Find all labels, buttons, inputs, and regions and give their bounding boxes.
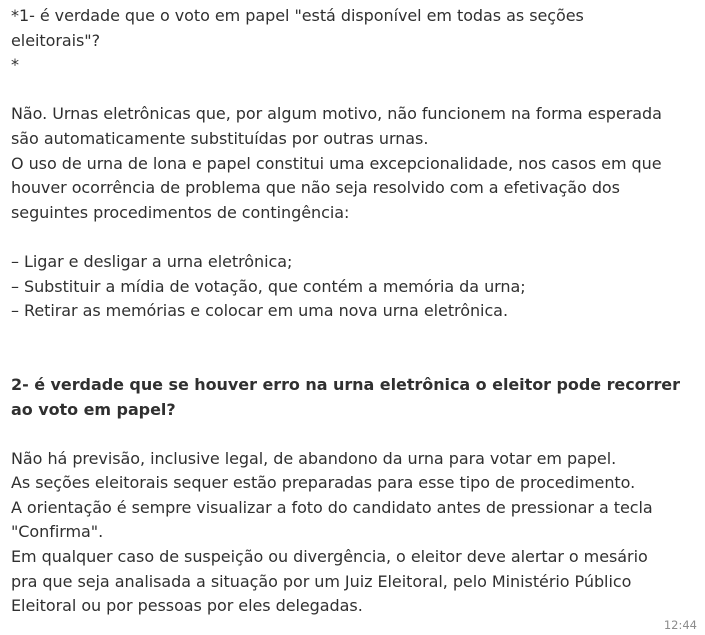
message-line: "Confirma".: [11, 522, 104, 542]
message-line: seguintes procedimentos de contingência:: [11, 202, 350, 222]
blank-line: [11, 78, 699, 103]
message-line: – Substituir a mídia de votação, que contém a memória da urna;: [11, 276, 526, 296]
message-timestamp: 12:44: [663, 618, 697, 632]
message-line: ao voto em papel?: [11, 399, 176, 419]
message-line: houver ocorrência de problema que não seja resolvido com a efetivação dos: [11, 178, 620, 198]
blank-line: [11, 225, 699, 250]
message-text: [11, 4, 699, 619]
message-line: Não. Urnas eletrônicas que, por algum motivo, não funcionem na forma esperada: [11, 104, 662, 124]
message-line: – Retirar as memórias e colocar em uma nova urna eletrônica.: [11, 301, 508, 321]
message-line: O uso de urna de lona e papel constitui uma excepcionalidade, nos casos em que: [11, 153, 662, 173]
message-line: A orientação é sempre visualizar a foto do candidato antes de pressionar a tecla: [11, 497, 653, 517]
message-line: 2- é verdade que se houver erro na urna eletrônica o eleitor pode recorrer: [11, 374, 680, 394]
message-line: As seções eleitorais sequer estão preparadas para esse tipo de procedimento.: [11, 473, 636, 493]
message-line: eleitorais"?: [11, 30, 101, 50]
message-line: Não há previsão, inclusive legal, de abandono da urna para votar em papel.: [11, 448, 617, 468]
message-line: Em qualquer caso de suspeição ou divergência, o eleitor deve alertar o mesário: [11, 547, 648, 567]
message-line: *: [11, 55, 19, 75]
message-line: *1- é verdade que o voto em papel "está disponível em todas as seções: [11, 6, 584, 25]
message-line: são automaticamente substituídas por outras urnas.: [11, 128, 429, 148]
blank-line: [11, 348, 699, 373]
blank-line: [11, 324, 699, 349]
message-line: pra que seja analisada a situação por um Juiz Eleitoral, pelo Ministério Público: [11, 571, 632, 591]
message-line: Eleitoral ou por pessoas por eles delegadas.: [11, 596, 363, 616]
blank-line: [11, 422, 699, 447]
message-line: – Ligar e desligar a urna eletrônica;: [11, 251, 293, 271]
